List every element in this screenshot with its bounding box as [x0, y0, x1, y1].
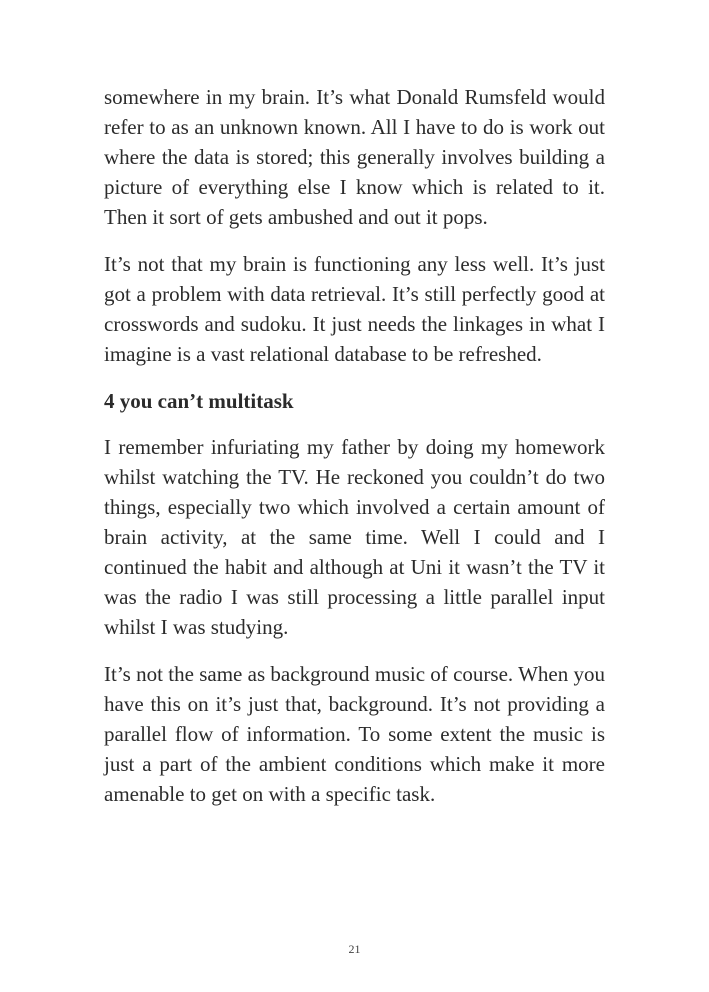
paragraph-1: somewhere in my brain. It’s what Donald Rumsfeld would refer to as an unknown known. All I have to do is work out where the data is stored; this generally involves building a picture of everything else I know which is related to it. Then it sort of gets ambushed and out it pops.	[104, 85, 605, 229]
page-body-text	[104, 82, 605, 826]
paragraph-3: I remember infuriating my father by doing my homework whilst watching the TV. He reckoned you couldn’t do two things, especially two which involved a certain amount of brain activity, at the same time. Well I could and I continued the habit and although at Uni it wasn’t the TV it was the radio I was still processing a little parallel input whilst I was studying.	[104, 435, 605, 639]
paragraph-2: It’s not that my brain is functioning any less well. It’s just got a problem with data retrieval. It’s still perfectly good at crosswords and sudoku. It just needs the linkages in what I imagine is a vast relational database to be refreshed.	[104, 252, 605, 366]
section-heading: 4 you can’t multitask	[104, 389, 294, 413]
page-number: 21	[348, 942, 361, 956]
paragraph-4: It’s not the same as background music of course. When you have this on it’s just that, background. It’s not providing a parallel flow of information. To some extent the music is just a part of the ambient conditions which make it more amenable to get on with a specific task.	[104, 662, 605, 806]
